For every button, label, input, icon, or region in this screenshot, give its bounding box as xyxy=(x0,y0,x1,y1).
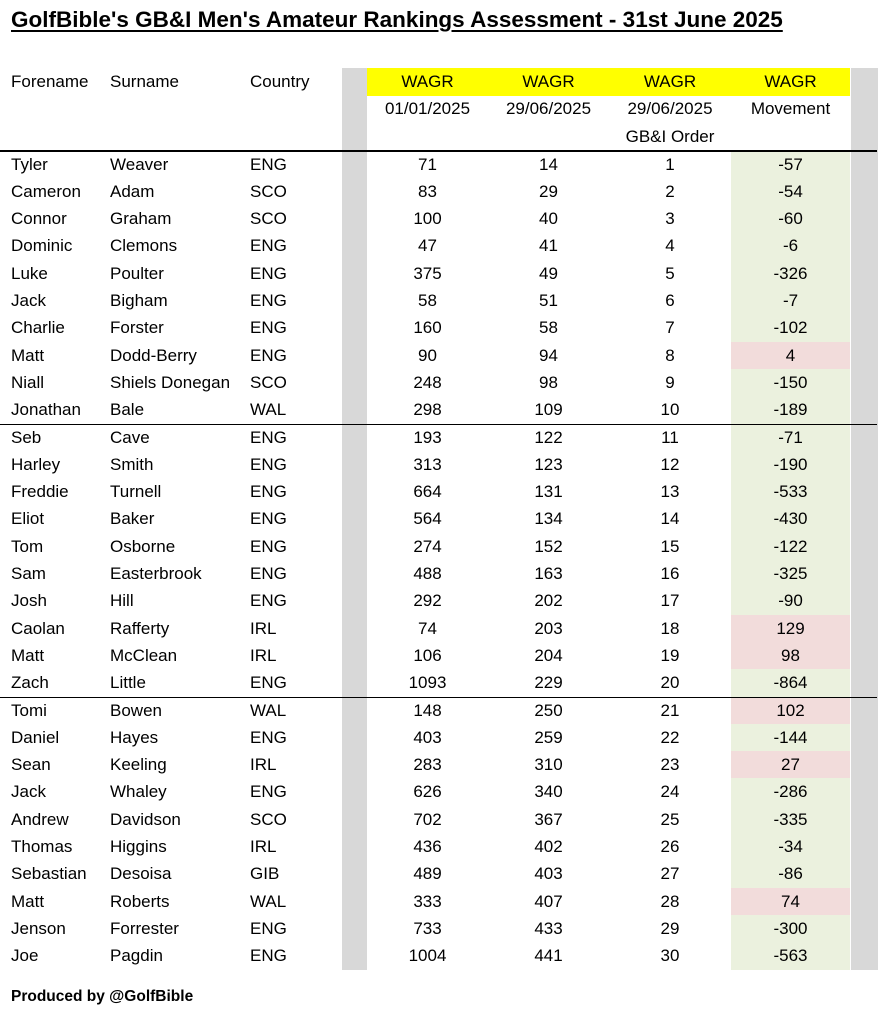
table-cell: 250 xyxy=(534,700,563,720)
table-cell: Baker xyxy=(110,509,155,529)
table-cell: 16 xyxy=(660,564,680,583)
table-cell: Shiels Donegan xyxy=(110,372,231,392)
table-cell: ENG xyxy=(250,345,287,365)
right-gutter xyxy=(851,68,878,970)
table-cell: 193 xyxy=(413,427,442,447)
table-cell: Cameron xyxy=(11,181,81,201)
table-cell: GIB xyxy=(250,864,280,884)
header-forename: Forename xyxy=(11,72,89,91)
table-cell: 152 xyxy=(534,536,563,556)
table-cell: 134 xyxy=(534,509,563,529)
table-cell: Charlie xyxy=(11,318,65,338)
table-cell: 19 xyxy=(660,645,680,665)
header-surname: Surname xyxy=(110,72,179,91)
table-cell: 15 xyxy=(660,536,680,556)
table-cell: 274 xyxy=(413,536,442,556)
table-cell: Harley xyxy=(11,454,61,474)
table-cell: -34 xyxy=(778,837,803,856)
table-cell: 367 xyxy=(534,809,563,829)
table-cell: -190 xyxy=(773,454,808,474)
table-cell: 626 xyxy=(413,782,442,802)
table-cell: 1093 xyxy=(408,673,447,693)
table-cell: 12 xyxy=(660,454,680,474)
table-cell: 14 xyxy=(539,154,558,174)
table-cell: 340 xyxy=(534,782,563,802)
table-cell: Daniel xyxy=(11,727,60,747)
table-cell: -122 xyxy=(773,536,808,556)
table-cell: Davidson xyxy=(110,809,181,829)
header-wagr: WAGR xyxy=(401,72,454,91)
table-cell: Little xyxy=(110,673,146,693)
table-cell: 10 xyxy=(660,400,680,420)
table-cell: Joe xyxy=(11,946,39,966)
table-cell: Tomi xyxy=(11,700,47,720)
table-cell: ENG xyxy=(250,564,287,583)
table-cell: Jack xyxy=(11,291,46,310)
table-cell: ENG xyxy=(250,263,287,283)
table-cell: ENG xyxy=(250,673,287,693)
table-cell: 403 xyxy=(413,727,442,747)
table-cell: 292 xyxy=(413,591,442,611)
header-wagr: WAGR xyxy=(522,72,575,91)
table-cell: 14 xyxy=(660,509,680,529)
table-cell: 21 xyxy=(660,700,680,720)
table-cell: -325 xyxy=(773,564,808,583)
table-cell: -533 xyxy=(773,482,808,502)
table-cell: 47 xyxy=(418,236,437,256)
table-cell: Dodd-Berry xyxy=(110,345,197,365)
table-cell: IRL xyxy=(250,837,277,856)
table-cell: 102 xyxy=(776,700,805,720)
table-cell: -864 xyxy=(773,673,808,693)
table-cell: Sebastian xyxy=(11,864,87,884)
table-cell: 433 xyxy=(534,918,563,938)
table-cell: Matt xyxy=(11,891,45,911)
table-cell: -430 xyxy=(773,509,808,529)
table-cell: 98 xyxy=(539,372,558,392)
header-sub2: GB&I Order xyxy=(625,126,715,146)
table-cell: Roberts xyxy=(110,891,170,911)
header-sub1: Movement xyxy=(750,99,831,119)
header-sub2 xyxy=(367,123,488,150)
table-cell: -60 xyxy=(778,209,803,229)
table-cell: 202 xyxy=(534,591,563,611)
table-cell: 259 xyxy=(534,727,563,747)
table-cell: Andrew xyxy=(11,809,69,829)
table-cell: ENG xyxy=(250,427,287,447)
table-cell: 71 xyxy=(418,154,437,174)
table-cell: SCO xyxy=(250,809,287,829)
table-cell: -71 xyxy=(778,427,803,447)
table-cell: Adam xyxy=(110,181,155,201)
table-cell: -563 xyxy=(773,946,808,966)
table-cell: 313 xyxy=(413,454,442,474)
header-wagr: WAGR xyxy=(764,72,817,91)
table-cell: SCO xyxy=(250,209,287,229)
table-cell: IRL xyxy=(250,645,277,665)
table-cell: Turnell xyxy=(110,482,162,502)
table-cell: 163 xyxy=(534,564,563,583)
table-cell: Caolan xyxy=(11,618,65,638)
table-cell: 30 xyxy=(660,946,680,966)
table-cell: 51 xyxy=(539,291,558,310)
table-cell: 436 xyxy=(413,837,442,856)
table-cell: Poulter xyxy=(110,263,164,283)
footer-credit: Produced by @GolfBible xyxy=(11,988,194,1005)
table-cell: 7 xyxy=(665,318,675,338)
table-cell: 74 xyxy=(418,618,437,638)
table-cell: ENG xyxy=(250,591,287,611)
table-cell: Luke xyxy=(11,263,48,283)
table-cell: 90 xyxy=(418,345,437,365)
table-cell: Cave xyxy=(110,427,150,447)
table-cell: 402 xyxy=(534,837,563,856)
table-cell: 298 xyxy=(413,400,442,420)
table-cell: -54 xyxy=(778,181,803,201)
table-cell: ENG xyxy=(250,318,287,338)
table-cell: Josh xyxy=(11,591,47,611)
table-cell: ENG xyxy=(250,536,287,556)
table-cell: Bowen xyxy=(110,700,162,720)
table-cell: 74 xyxy=(781,891,800,911)
table-cell: 13 xyxy=(660,482,680,502)
table-cell: 1004 xyxy=(408,946,447,966)
table-cell: WAL xyxy=(250,700,287,720)
table-cell: 3 xyxy=(665,209,675,229)
table-cell: -90 xyxy=(778,591,803,611)
table-cell: 5 xyxy=(665,263,675,283)
separator-line xyxy=(0,697,877,699)
table-cell: -189 xyxy=(773,400,808,420)
table-cell: 11 xyxy=(661,427,679,447)
table-cell: -6 xyxy=(782,236,799,256)
table-cell: Whaley xyxy=(110,782,167,802)
table-cell: 4 xyxy=(665,236,675,256)
table-cell: 17 xyxy=(660,591,680,611)
table-cell: 94 xyxy=(539,345,558,365)
table-cell: Weaver xyxy=(110,154,169,174)
table-cell: -286 xyxy=(773,782,808,802)
table-cell: SCO xyxy=(250,181,287,201)
table-cell: 29 xyxy=(539,181,558,201)
table-cell: 441 xyxy=(534,946,563,966)
table-cell: 123 xyxy=(534,454,563,474)
table-cell: 98 xyxy=(781,645,800,665)
table-cell: Rafferty xyxy=(110,618,170,638)
table-cell: 333 xyxy=(413,891,442,911)
table-cell: Bigham xyxy=(110,291,168,310)
table-cell: Hayes xyxy=(110,727,159,747)
table-cell: Freddie xyxy=(11,482,69,502)
table-cell: Forster xyxy=(110,318,164,338)
table-cell: ENG xyxy=(250,236,287,256)
table-cell: Pagdin xyxy=(110,946,163,966)
table-cell: WAL xyxy=(250,891,287,911)
table-cell: 1 xyxy=(665,154,675,174)
table-cell: 41 xyxy=(539,236,558,256)
table-cell: Connor xyxy=(11,209,67,229)
table-cell: -335 xyxy=(773,809,808,829)
table-cell: 2 xyxy=(665,181,675,201)
table-cell: 24 xyxy=(660,782,680,802)
table-cell: 204 xyxy=(534,645,563,665)
table-cell: -86 xyxy=(778,864,803,884)
table-cell: ENG xyxy=(250,918,287,938)
table-cell: Sam xyxy=(11,564,46,583)
table-cell: 28 xyxy=(660,891,680,911)
table-cell: 58 xyxy=(418,291,437,310)
table-cell: -300 xyxy=(773,918,808,938)
table-cell: Zach xyxy=(11,673,49,693)
table-cell: Dominic xyxy=(11,236,73,256)
table-cell: Keeling xyxy=(110,755,167,775)
table-cell: Forrester xyxy=(110,918,179,938)
table-cell: 106 xyxy=(413,645,442,665)
table-cell: 131 xyxy=(534,482,563,502)
table-cell: ENG xyxy=(250,509,287,529)
table-cell: 733 xyxy=(413,918,442,938)
table-cell: 4 xyxy=(785,345,796,365)
table-cell: 26 xyxy=(660,837,680,856)
table-cell: Sean xyxy=(11,755,51,775)
table-cell: 22 xyxy=(660,727,680,747)
table-cell: -144 xyxy=(773,727,808,747)
table-cell: McClean xyxy=(110,645,178,665)
table-cell: 9 xyxy=(665,372,675,392)
table-cell: 18 xyxy=(660,618,680,638)
table-cell: ENG xyxy=(250,291,287,310)
table-cell: 58 xyxy=(539,318,558,338)
table-cell: 488 xyxy=(413,564,442,583)
table-cell: 489 xyxy=(413,864,442,884)
header-sub1: 29/06/2025 xyxy=(627,99,713,119)
table-cell: Seb xyxy=(11,427,42,447)
table-cell: 8 xyxy=(665,345,675,365)
table-cell: 20 xyxy=(660,673,680,693)
table-cell: Matt xyxy=(11,345,45,365)
header-sub2 xyxy=(731,123,850,150)
table-cell: ENG xyxy=(250,946,287,966)
table-cell: Thomas xyxy=(11,837,73,856)
table-cell: Tom xyxy=(11,536,44,556)
table-cell: ENG xyxy=(250,727,287,747)
table-cell: 122 xyxy=(534,427,563,447)
table-cell: 283 xyxy=(413,755,442,775)
table-cell: -57 xyxy=(778,154,803,174)
table-cell: -102 xyxy=(773,318,808,338)
table-cell: -150 xyxy=(773,372,808,392)
table-cell: 403 xyxy=(534,864,563,884)
table-cell: 203 xyxy=(534,618,563,638)
table-cell: 100 xyxy=(413,209,442,229)
table-cell: -326 xyxy=(773,263,808,283)
table-cell: Hill xyxy=(110,591,134,611)
table-cell: Jack xyxy=(11,782,46,802)
table-cell: Desoisa xyxy=(110,864,172,884)
table-cell: IRL xyxy=(250,755,277,775)
table-cell: ENG xyxy=(250,782,287,802)
table-cell: Graham xyxy=(110,209,172,229)
table-cell: Tyler xyxy=(11,154,48,174)
table-cell: 702 xyxy=(413,809,442,829)
table-cell: ENG xyxy=(250,482,287,502)
table-cell: 564 xyxy=(413,509,442,529)
table-cell: 229 xyxy=(534,673,563,693)
table-cell: 29 xyxy=(660,918,680,938)
header-sub1: 01/01/2025 xyxy=(384,99,471,119)
table-cell: 83 xyxy=(418,181,437,201)
table-cell: 6 xyxy=(665,291,675,310)
table-cell: 375 xyxy=(413,263,442,283)
table-cell: 49 xyxy=(539,263,558,283)
table-cell: 664 xyxy=(413,482,442,502)
table-cell: 248 xyxy=(413,372,442,392)
separator-line xyxy=(0,150,877,152)
table-cell: 25 xyxy=(660,809,680,829)
table-cell: Matt xyxy=(11,645,45,665)
table-cell: Osborne xyxy=(110,536,176,556)
page-title: GolfBible's GB&I Men's Amateur Rankings Assessment - 31st June 2025 xyxy=(11,7,783,32)
table-cell: Easterbrook xyxy=(110,564,202,583)
table-cell: Jonathan xyxy=(11,400,81,420)
table-cell: Eliot xyxy=(11,509,45,529)
separator-line xyxy=(0,424,877,426)
table-cell: WAL xyxy=(250,400,287,420)
table-cell: IRL xyxy=(250,618,277,638)
table-cell: 27 xyxy=(660,864,680,884)
table-cell: 109 xyxy=(534,400,563,420)
table-cell: Niall xyxy=(11,372,45,392)
table-cell: Smith xyxy=(110,454,154,474)
header-sub2 xyxy=(488,123,609,150)
table-cell: SCO xyxy=(250,372,287,392)
table-cell: 148 xyxy=(413,700,442,720)
header-wagr: WAGR xyxy=(643,72,697,91)
header-country: Country xyxy=(250,72,310,91)
header-sub1: 29/06/2025 xyxy=(505,99,592,119)
table-cell: ENG xyxy=(250,454,287,474)
table-cell: 40 xyxy=(539,209,558,229)
table-cell: 310 xyxy=(534,755,563,775)
table-cell: Higgins xyxy=(110,837,167,856)
table-cell: 160 xyxy=(413,318,442,338)
table-cell: 129 xyxy=(776,618,805,638)
table-cell: 23 xyxy=(660,755,680,775)
table-cell: -7 xyxy=(782,291,799,310)
table-cell: 407 xyxy=(534,891,563,911)
table-cell: Jenson xyxy=(11,918,66,938)
table-cell: ENG xyxy=(250,154,287,174)
table-cell: Clemons xyxy=(110,236,178,256)
table-cell: 27 xyxy=(781,755,800,775)
table-cell: Bale xyxy=(110,400,145,420)
left-gutter xyxy=(342,68,367,970)
